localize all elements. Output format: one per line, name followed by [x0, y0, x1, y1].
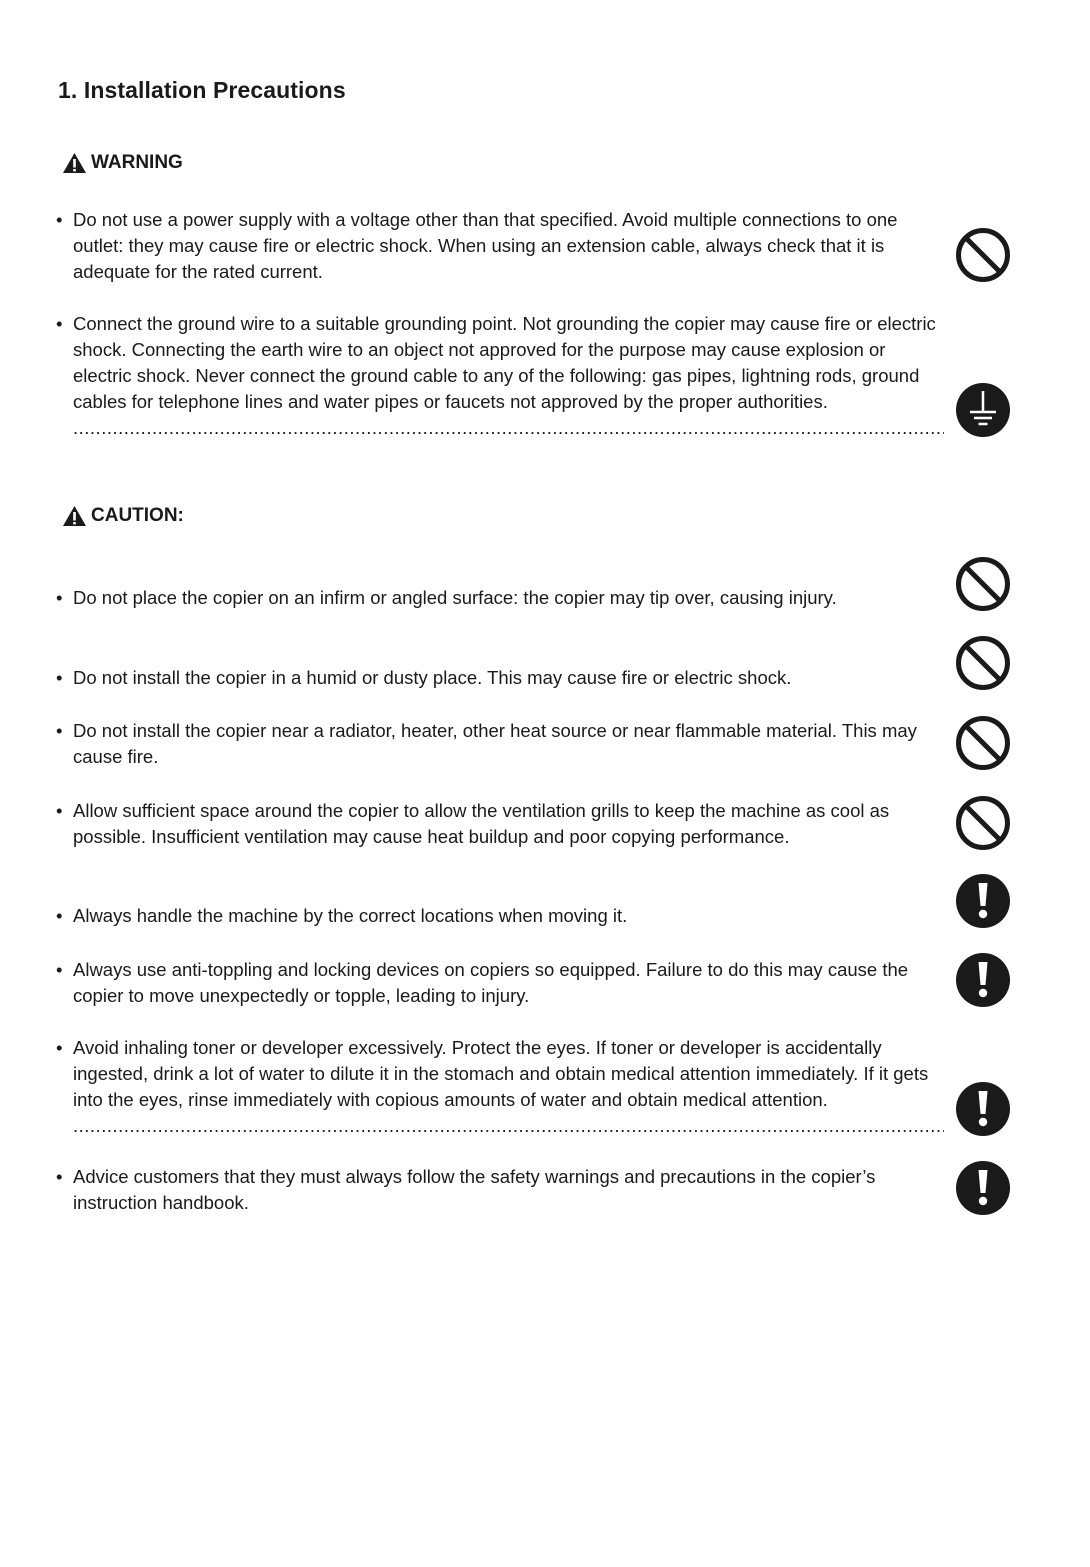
bullet: • [56, 667, 63, 688]
caution-item-handbook [56, 1164, 944, 1216]
prohibition-icon [955, 795, 1011, 851]
item-text: Do not use a power supply with a voltage other than that specified. Avoid multiple connections to one outlet: they may cause fire or electric shock. When using an extension cable, always check that it is adequate for the rated current. ..... [73, 207, 944, 285]
prohibition-icon [955, 715, 1011, 771]
item-text: Do not place the copier on an infirm or angled surface: the copier may tip over, causing injury. ..... [73, 585, 944, 611]
item-text: Do not install the copier near a radiator, heater, other heat source or near flammable material. This may cause fire. ..... [73, 718, 944, 770]
item-text: Always handle the machine by the correct locations when moving it. ..... [73, 903, 944, 929]
ground-icon [955, 382, 1011, 438]
warning-item-voltage [56, 207, 944, 285]
bullet: • [56, 1037, 63, 1058]
mandatory-action-icon [955, 873, 1011, 929]
caution-item-heat-source [56, 718, 944, 770]
bullet: • [56, 720, 63, 741]
mandatory-action-icon [955, 952, 1011, 1008]
caution-label: CAUTION: [91, 505, 184, 526]
bullet: • [56, 800, 63, 821]
warning-label: WARNING [91, 152, 183, 173]
prohibition-icon [955, 227, 1011, 283]
prohibition-icon [955, 556, 1011, 612]
item-text: Always use anti-toppling and locking devices on copiers so equipped. Failure to do this may cause the copier to move unexpectedly or topple, leading to injury. ..... [73, 957, 944, 1009]
bullet: • [56, 959, 63, 980]
bullet: • [56, 905, 63, 926]
bullet: • [56, 1166, 63, 1187]
caution-item-humid [56, 665, 944, 691]
bullet: • [56, 209, 63, 230]
warning-triangle-icon [62, 152, 87, 174]
caution-item-toner [56, 1035, 944, 1139]
item-text: Advice customers that they must always follow the safety warnings and precautions in the copier’s instruction handbook. ..... [73, 1164, 944, 1216]
caution-item-anti-toppling [56, 957, 944, 1009]
item-text: Do not install the copier in a humid or dusty place. This may cause fire or electric shock. ..... [73, 665, 944, 691]
caution-item-ventilation [56, 798, 944, 850]
bullet: • [56, 587, 63, 608]
item-text: Avoid inhaling toner or developer excessively. Protect the eyes. If toner or developer is accidentally ingested, drink a lot of water to dilute it in the stomach and obtain medical attention immediately. If it gets into the eyes, rinse immediately with copious amounts of water and obtain medical attention. ..... [73, 1035, 944, 1139]
prohibition-icon [955, 635, 1011, 691]
item-text: Allow sufficient space around the copier to allow the ventilation grills to keep the machine as cool as possible. Insufficient ventilation may cause heat buildup and poor copying performance. ..... [73, 798, 944, 850]
caution-heading [62, 505, 184, 527]
warning-item-ground [56, 311, 944, 441]
mandatory-action-icon [955, 1081, 1011, 1137]
warning-heading [62, 152, 183, 174]
caution-item-surface [56, 585, 944, 611]
bullet: • [56, 313, 63, 334]
mandatory-action-icon [955, 1160, 1011, 1216]
caution-item-handling [56, 903, 944, 929]
item-text: Connect the ground wire to a suitable grounding point. Not grounding the copier may cause fire or electric shock. Connecting the earth wire to an object not approved for the purpose may cause explosion or electric shock. Never connect the ground cable to any of the following: gas pipes, lightning rods, ground cables for telephone lines and water pipes or faucets not approved by the proper authorities. ..... [73, 311, 944, 441]
page-title: 1. Installation Precautions [58, 77, 346, 103]
warning-triangle-icon [62, 505, 87, 527]
